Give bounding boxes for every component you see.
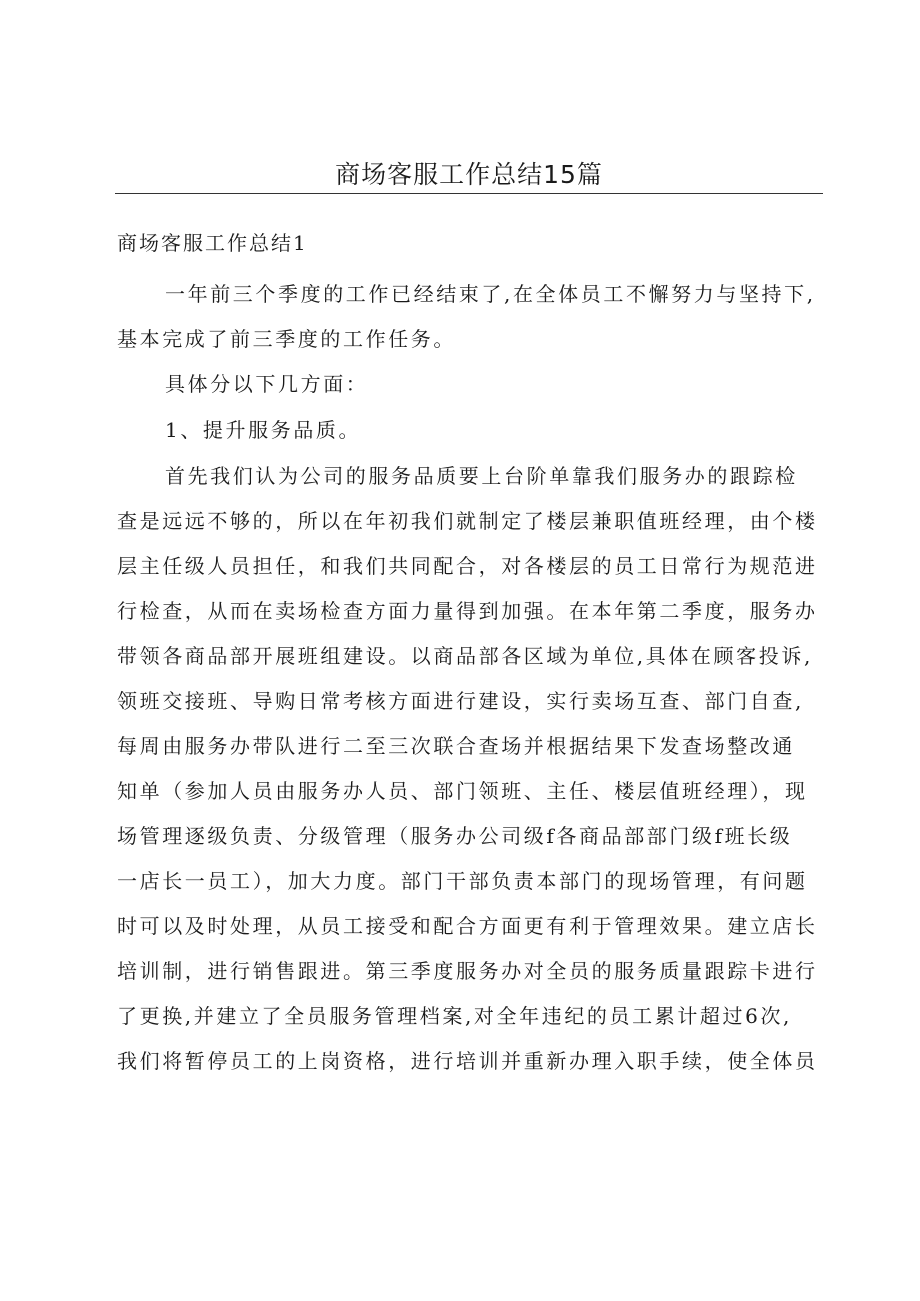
paragraph-4-line: 知单（参加人员由服务办人员、部门领班、主任、楼层值班经理），现 <box>117 779 808 803</box>
paragraph-3-line: 1、提升服务品质。 <box>165 418 362 442</box>
paragraph-1 <box>117 272 833 362</box>
paragraph-4-line: 首先我们认为公司的服务品质要上台阶单靠我们服务办的跟踪检 <box>165 464 798 488</box>
section-heading: 商场客服工作总结1 <box>117 231 308 255</box>
paragraph-4-line: 培训制，进行销售跟进。第三季度服务办对全员的服务质量跟踪卡进行 <box>117 959 818 983</box>
paragraph-3 <box>117 408 833 453</box>
paragraph-4-line: 场管理逐级负责、分级管理（服务办公司级f各商品部部门级f班长级 <box>117 824 793 848</box>
paragraph-4-line: 了更换,并建立了全员服务管理档案,对全年违纪的员工累计超过6次, <box>117 1004 792 1028</box>
paragraph-4-line: 一店长一员工），加大力度。部门干部负责本部门的现场管理，有问题 <box>117 869 808 893</box>
paragraph-4-line: 层主任级人员担任，和我们共同配合，对各楼层的员工日常行为规范进 <box>117 554 818 578</box>
paragraph-4-line: 行检查，从而在卖场检查方面力量得到加强。在本年第二季度，服务办 <box>117 599 818 623</box>
paragraph-4-line: 每周由服务办带队进行二至三次联合查场并根据结果下发查场整改通 <box>117 734 795 758</box>
document-title: 商场客服工作总结15篇 <box>335 160 603 189</box>
paragraph-1-line: 一年前三个季度的工作已经结束了,在全体员工不懈努力与坚持下, <box>165 282 816 306</box>
paragraph-4-line: 时可以及时处理，从员工接受和配合方面更有利于管理效果。建立店长 <box>117 914 818 938</box>
paragraph-4-line: 我们将暂停员工的上岗资格，进行培训并重新办理入职手续，使全体员 <box>117 1049 818 1073</box>
paragraph-4-line: 查是远远不够的，所以在年初我们就制定了楼层兼职值班经理，由个楼 <box>117 509 818 533</box>
paragraph-2 <box>117 362 833 407</box>
paragraph-2-line: 具体分以下几方面： <box>165 372 369 396</box>
paragraph-4 <box>117 454 833 1084</box>
paragraph-4-line: 带领各商品部开展班组建设。以商品部各区域为单位,具体在顾客投诉, <box>117 644 813 668</box>
paragraph-4-line: 领班交接班、导购日常考核方面进行建设，实行卖场互查、部门自查, <box>117 689 804 713</box>
paragraph-1-line: 基本完成了前三季度的工作任务。 <box>117 327 456 351</box>
title-divider <box>115 193 823 194</box>
